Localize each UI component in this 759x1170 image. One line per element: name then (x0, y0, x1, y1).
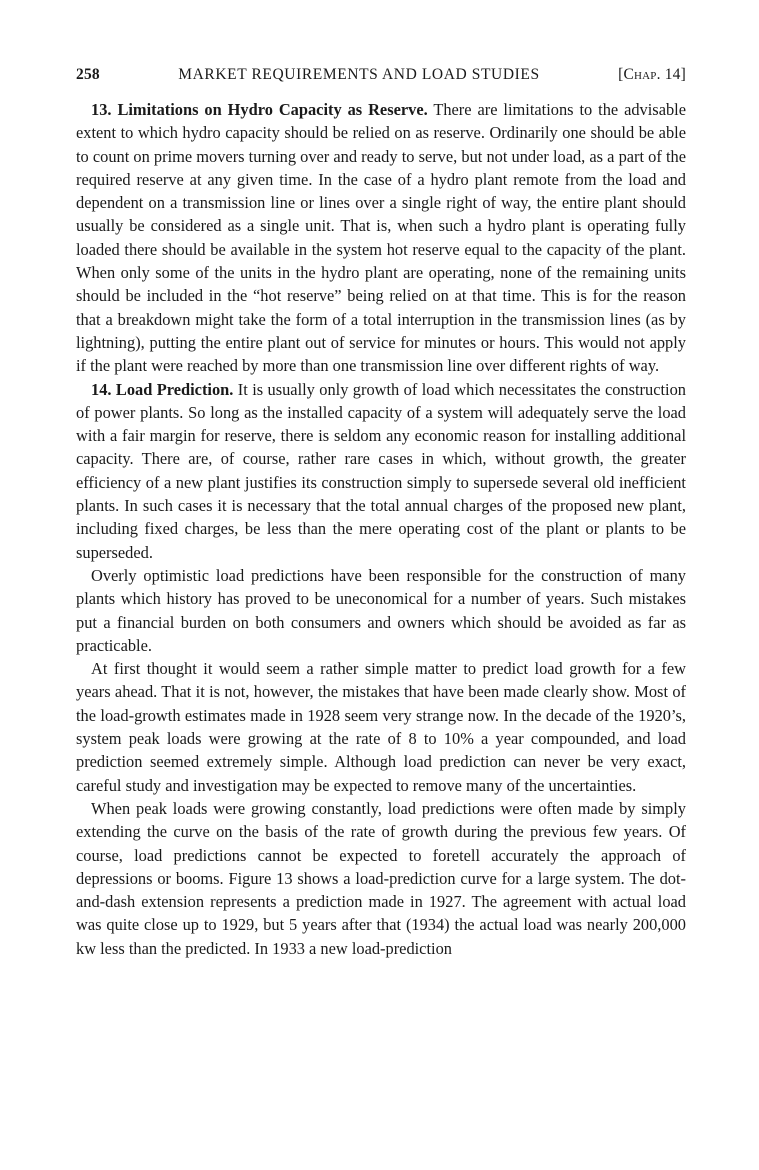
running-header (76, 66, 686, 92)
body-paragraph: At first thought it would seem a rather simple matter to predict load growth for a few years ahead. That it is not, however, the mistakes that have been made clearly show. Most of the load-growth estimates made in 1928 seem very strange now. In the decade of the 1920’s, system peak loads were growing at the rate of 8 to 10% a year compounded, and load prediction seemed extremely simple. Although load prediction can never be very exact, careful study and investigation may be expected to remove many of the uncertainties. (76, 659, 686, 795)
book-page (76, 66, 686, 960)
section-number: 13. (91, 100, 112, 119)
section-number: 14. (91, 379, 112, 399)
section-14-paragraph (76, 378, 686, 564)
page-body (76, 98, 686, 960)
running-title: MARKET REQUIREMENTS AND LOAD STUDIES (178, 66, 540, 83)
section-13-paragraph (76, 98, 686, 378)
page-number: 258 (76, 66, 100, 83)
section-13-text: There are limitations to the advisable extent to which hydro capacity should be relied on as reserve. Ordinarily one should be able to count on prime movers turning over and ready to serve, but not under load, as a part of the required reserve at any given time. In the case of a hydro plant remote from the load and dependent on a transmission line or lines over a single right of way, the entire plant should usually be considered as a single unit. That is, when such a hydro plant is operating fully loaded there should be available in the system hot reserve equal to the capacity of the plant. When only some of the units in the hydro plant are operating, none of the remaining units should be included in the “hot reserve” being relied on at that time. This is for the reason that a breakdown might take the form of a total interruption in the transmission lines (as by lightning), putting the entire plant out of service for minutes or hours. This would not apply if the plant were reached by more than one transmission line over different rights of way. (76, 100, 686, 376)
section-title: Limitations on Hydro Capacity as Reserve. (117, 100, 428, 119)
section-14-text: It is usually only growth of load which necessitates the construction of power plants. So long as the installed capacity of a system will adequately serve the load with a fair margin for reserve, there is seldom any economic reason for installing additional capacity. There are, of course, rather rare cases in which, without growth, the greater efficiency of a new plant justifies its construction simply to supersede several old inefficient plants. In such cases it is necessary that the total annual charges of the proposed new plant, including fixed charges, be less than the mere operating cost of the plant or plants to be superseded. (76, 379, 686, 562)
section-title: Load Prediction. (115, 379, 234, 399)
body-paragraph: Overly optimistic load predictions have been responsible for the construction of many plants which history has proved to be uneconomical for a number of years. Such mistakes put a financial burden on both consumers and owners which should be avoided as far as practicable. (76, 565, 686, 655)
chapter-label: [Chap. 14] (618, 66, 686, 83)
section-13-heading (91, 100, 428, 119)
section-14-heading (91, 380, 233, 399)
body-paragraph: When peak loads were growing constantly, load predictions were often made by simply extending the curve on the basis of the rate of growth during the previous few years. Of course, load predictions cannot be expected to foretell accurately the approach of depressions or booms. Figure 13 shows a load-prediction curve for a large system. The dot-and-dash extension represents a prediction made in 1927. The agreement with actual load was quite close up to 1929, but 5 years after that (1934) the actual load was nearly 200,000 kw less than the predicted. In 1933 a new load-prediction (76, 798, 686, 958)
